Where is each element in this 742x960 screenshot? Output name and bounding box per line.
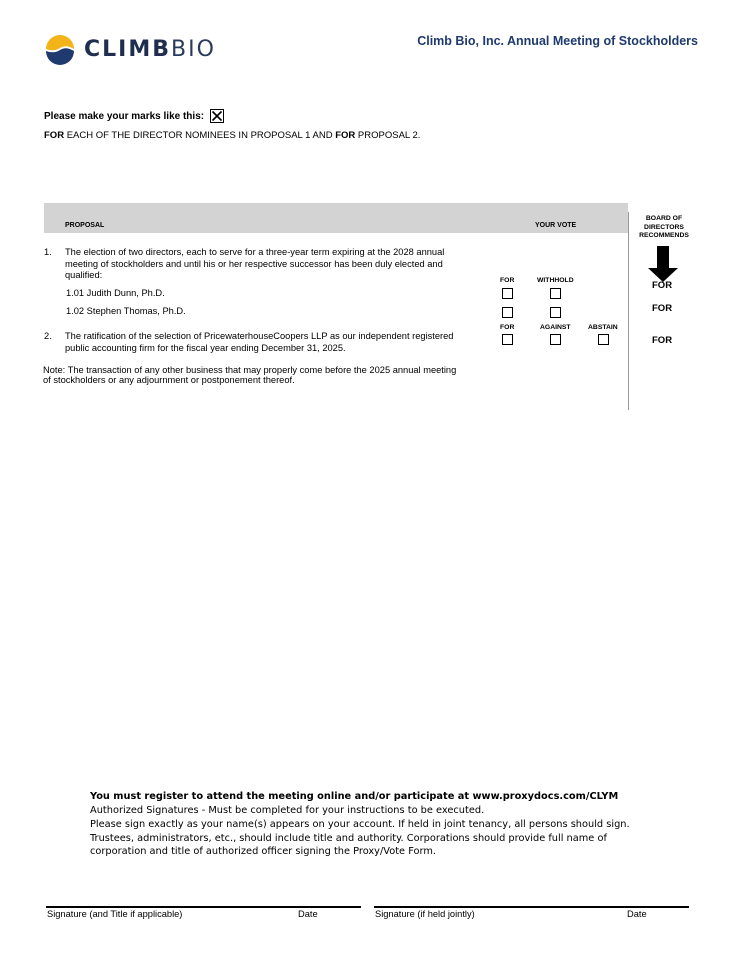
registration-notice: You must register to attend the meeting online and/or participate at www.proxydocs.com/CLYM (90, 791, 619, 802)
proposal-2-against-checkbox[interactable] (550, 334, 561, 345)
proposal-2-for-checkbox[interactable] (502, 334, 513, 345)
nominee-2-label: 1.02 Stephen Thomas, Ph.D. (66, 306, 186, 316)
your-vote-column-header: YOUR VOTE (535, 222, 577, 229)
example-mark-icon (210, 109, 224, 123)
column-divider (628, 212, 629, 410)
date-2-label: Date (627, 909, 647, 919)
signature-1-line[interactable] (46, 906, 361, 908)
proposal-2-text: The ratification of the selection of PricewaterhouseCoopers LLP as our independent registered public accounting firm for the fiscal year ending December 31, 2025. (65, 331, 454, 353)
company-logo (44, 32, 216, 66)
marks-instruction (44, 109, 224, 123)
nominee-1-withhold-checkbox[interactable] (550, 288, 561, 299)
proposal-column-header: PROPOSAL (65, 222, 105, 229)
signature-1-label: Signature (and Title if applicable) (47, 909, 183, 919)
proposal-1-text: The election of two directors, each to serve for a three-year term expiring at the 2028 annual meeting of stockholders and until his or her respective successor has been duly elected and qualified: (65, 247, 445, 280)
nominee-2-for-checkbox[interactable] (502, 307, 513, 318)
board-recommends-header: BOARD OF DIRECTORS RECOMMENDS (639, 215, 689, 239)
proposal-2-number: 2. (44, 331, 52, 341)
nominee-1-recommendation: FOR (652, 280, 673, 291)
marks-label: Please make your marks like this: (44, 110, 205, 122)
nominee-2-withhold-checkbox[interactable] (550, 307, 561, 318)
authorized-signatures-notice: Authorized Signatures - Must be completed for your instructions to be executed. (90, 805, 485, 816)
signing-instructions: Please sign exactly as your name(s) appears on your account. If held in joint tenancy, all persons should sign. Trustees, administrators, etc., should include title and authority. Corporations should provide full name of corporation and title of authorized officer signing the Proxy/Vote Form. (90, 819, 630, 857)
signature-2-label: Signature (if held jointly) (375, 909, 475, 919)
proposal-2-recommendation: FOR (652, 335, 673, 346)
board-recommendation-statement: FOR EACH OF THE DIRECTOR NOMINEES IN PROPOSAL 1 AND FOR PROPOSAL 2. (44, 130, 421, 141)
logo-wordmark: CLIMBBIO (84, 36, 216, 62)
signature-2-line[interactable] (374, 906, 689, 908)
other-business-note: Note: The transaction of any other business that may properly come before the 2025 annual meeting of stockholders or any adjournment or postponement thereof. (43, 365, 457, 385)
proposal-2-abstain-header: ABSTAIN (588, 324, 618, 331)
date-1-label: Date (298, 909, 318, 919)
proposal-1-for-header: FOR (500, 277, 515, 284)
proposal-1-number: 1. (44, 247, 52, 257)
proposal-2-abstain-checkbox[interactable] (598, 334, 609, 345)
nominee-1-label: 1.01 Judith Dunn, Ph.D. (66, 288, 165, 298)
nominee-2-recommendation: FOR (652, 303, 673, 314)
nominee-1-for-checkbox[interactable] (502, 288, 513, 299)
proposal-2-against-header: AGAINST (540, 324, 571, 331)
proposal-1-withhold-header: WITHHOLD (537, 277, 574, 284)
meeting-title: Climb Bio, Inc. Annual Meeting of Stockholders (417, 34, 698, 48)
proposal-2-for-header: FOR (500, 324, 515, 331)
climb-bio-logo-icon (44, 33, 76, 65)
